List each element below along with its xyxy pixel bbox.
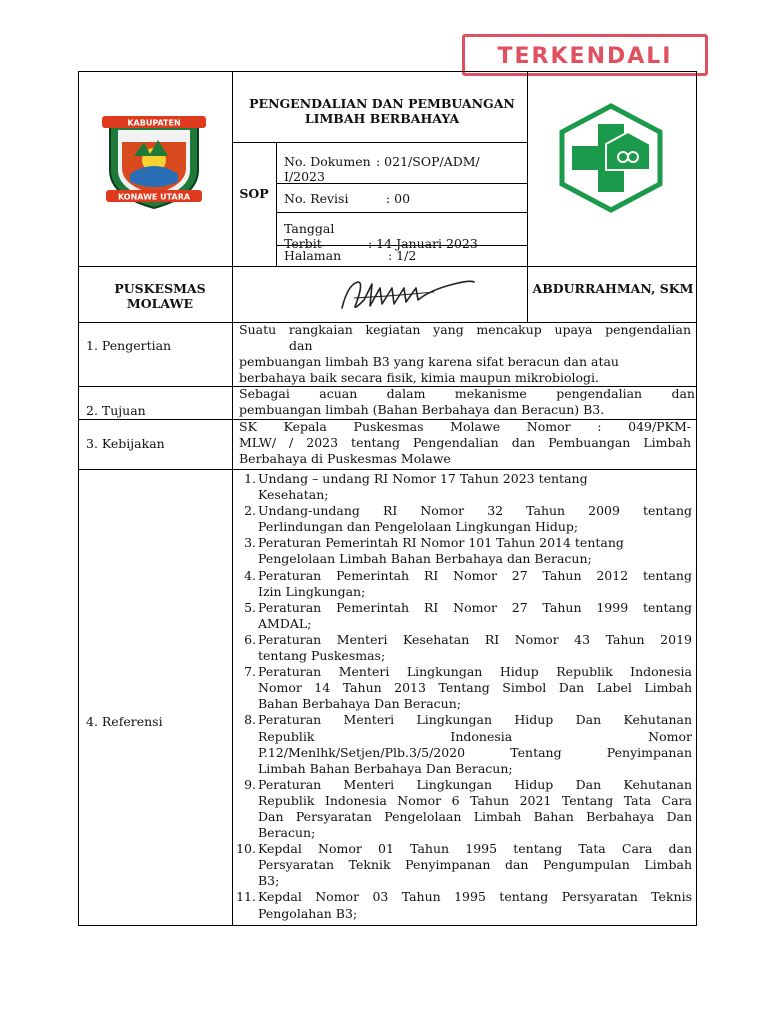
date-label: Tanggal Terbit (284, 221, 335, 251)
reference-item (236, 664, 692, 712)
doc-number-value: : 021/SOP/ADM/ (376, 154, 480, 169)
reference-number: 4. (244, 567, 256, 583)
referensi-label: 4. Referensi (86, 714, 163, 729)
reference-line: Dan Persyaratan Pengelolaan Limbah Bahan Berbahaya Dan (258, 808, 692, 824)
page-label: Halaman (284, 248, 342, 263)
doc-number-value-cont: I/2023 (284, 169, 325, 184)
reference-line: Pengolahan B3; (258, 905, 358, 921)
reference-line: Bahan Berbahaya Dan Beracun; (258, 696, 461, 712)
sop-title (236, 96, 528, 126)
signature-image (334, 270, 484, 318)
reference-item (236, 889, 692, 921)
revision-row (284, 191, 410, 206)
reference-line: Undang-undang RI Nomor 32 Tahun 2009 tentang (258, 503, 692, 519)
kebijakan-line1: SK Kepala Puskesmas Molawe Nomor : 049/PKM- (239, 419, 691, 434)
reference-number: 7. (244, 664, 256, 680)
date-row (284, 221, 478, 251)
revision-label: No. Revisi (284, 191, 349, 206)
reference-line: Peraturan Pemerintah RI Nomor 27 Tahun 1999 tentang (258, 599, 692, 615)
doc-number-row (284, 154, 480, 184)
reference-line: Nomor 14 Tahun 2013 Tentang Simbol Dan Label Limbah (258, 680, 692, 696)
sop-title-line2: LIMBAH BERBAHAYA (304, 111, 460, 126)
reference-item (236, 568, 692, 600)
kebijakan-line2: MLW/ / 2023 tentang Pengendalian dan Pembuangan Limbah (239, 435, 691, 450)
tujuan-label: 2. Tujuan (86, 403, 146, 418)
crest-top-text: KABUPATEN (127, 118, 181, 128)
reference-line: Peraturan Menteri Lingkungan Hidup Republik Indonesia (258, 664, 692, 680)
reference-line: Kepdal Nomor 03 Tahun 1995 tentang Persyaratan Teknis (258, 889, 692, 905)
reference-number: 11. (236, 889, 256, 905)
reference-item (236, 471, 692, 503)
terkendali-stamp (462, 34, 708, 76)
stamp-label: TERKENDALI (497, 44, 673, 69)
reference-line: P.12/Menlhk/Setjen/Plb.3/5/2020 Tentang Penyimpanan (258, 744, 692, 760)
reference-item (236, 503, 692, 535)
reference-item (236, 777, 692, 841)
reference-line: Undang – undang RI Nomor 17 Tahun 2023 tentang (258, 471, 588, 486)
reference-line: Republik Indonesia Nomor (258, 728, 692, 744)
reference-number: 3. (244, 535, 256, 551)
head-name: ABDURRAHMAN, SKM (532, 281, 694, 296)
reference-line: tentang Puskesmas; (258, 648, 386, 664)
reference-line: AMDAL; (258, 615, 312, 631)
reference-line: Izin Lingkungan; (258, 583, 366, 599)
pengertian-line3: pembuangan limbah B3 yang karena sifat beracun dan atau (239, 354, 619, 369)
pengertian-line1: Suatu rangkaian kegiatan yang mencakup upaya pengendalian (239, 322, 691, 337)
reference-number: 5. (244, 599, 256, 615)
kebijakan-label: 3. Kebijakan (86, 436, 165, 451)
reference-item (236, 841, 692, 889)
puskesmas-name (100, 281, 220, 311)
reference-line: Peraturan Menteri Lingkungan Hidup Dan Kehutanan (258, 712, 692, 728)
reference-line: Persyaratan Teknik Penyimpanan dan Pengumpulan Limbah (258, 857, 692, 873)
tujuan-line2: pembuangan limbah (Bahan Berbahaya dan Beracun) B3. (239, 402, 605, 417)
pengertian-line4: berbahaya baik secara fisik, kimia maupun mikrobiologi. (239, 370, 599, 385)
reference-line: Peraturan Menteri Kesehatan RI Nomor 43 Tahun 2019 (258, 631, 692, 647)
puskesmas-name-line1: PUSKESMAS (114, 281, 206, 296)
reference-number: 6. (244, 631, 256, 647)
reference-line: Kesehatan; (258, 487, 329, 503)
pengertian-content (239, 322, 691, 386)
sop-title-line1: PENGENDALIAN DAN PEMBUANGAN (249, 96, 515, 111)
revision-value: : 00 (386, 191, 411, 206)
reference-line: Peraturan Menteri Lingkungan Hidup Dan Kehutanan (258, 776, 692, 792)
referensi-list (236, 471, 692, 922)
reference-item (236, 535, 692, 567)
reference-line: Perlindungan dan Pengelolaan Lingkungan Hidup; (258, 519, 579, 535)
reference-line: Limbah Bahan Berbahaya Dan Beracun; (258, 760, 513, 776)
doc-number-label: No. Dokumen (284, 154, 371, 169)
reference-number: 9. (244, 776, 256, 792)
reference-line: Peraturan Pemerintah RI Nomor 27 Tahun 2012 tentang (258, 567, 692, 583)
reference-number: 8. (244, 712, 256, 728)
tujuan-line1: Sebagai acuan dalam mekanisme pengendalian dan (239, 386, 695, 401)
reference-line: Peraturan Pemerintah RI Nomor 101 Tahun 2014 tentang (258, 535, 624, 551)
reference-line: Kepdal Nomor 01 Tahun 1995 tentang Tata Cara dan (258, 841, 692, 857)
reference-number: 1. (244, 471, 256, 486)
sop-label: SOP (239, 186, 269, 201)
reference-line: Republik Indonesia Nomor 6 Tahun 2021 Tentang Tata Cara (258, 792, 692, 808)
reference-item (236, 600, 692, 632)
reference-number: 2. (244, 503, 256, 519)
date-value: : 14 Januari 2023 (368, 236, 478, 251)
puskesmas-name-line2: MOLAWE (126, 296, 194, 311)
pengertian-label: 1. Pengertian (86, 338, 172, 353)
page-value: : 1/2 (388, 248, 417, 263)
reference-item (236, 632, 692, 664)
crest-bottom-text: KONAWE UTARA (117, 192, 191, 202)
kebijakan-line3: Berbahaya di Puskesmas Molawe (239, 451, 451, 466)
tujuan-content (239, 386, 695, 418)
puskesmas-logo (556, 102, 666, 214)
page-row (284, 248, 416, 263)
kabupaten-crest-logo (100, 112, 208, 210)
reference-item (236, 712, 692, 776)
reference-number: 10. (236, 841, 256, 857)
reference-line: B3; (258, 873, 280, 889)
pengertian-line2: dan (289, 338, 313, 353)
reference-line: Beracun; (258, 825, 316, 841)
reference-line: Pengelolaan Limbah Bahan Berbahaya dan Beracun; (258, 551, 592, 567)
kebijakan-content (239, 419, 691, 467)
